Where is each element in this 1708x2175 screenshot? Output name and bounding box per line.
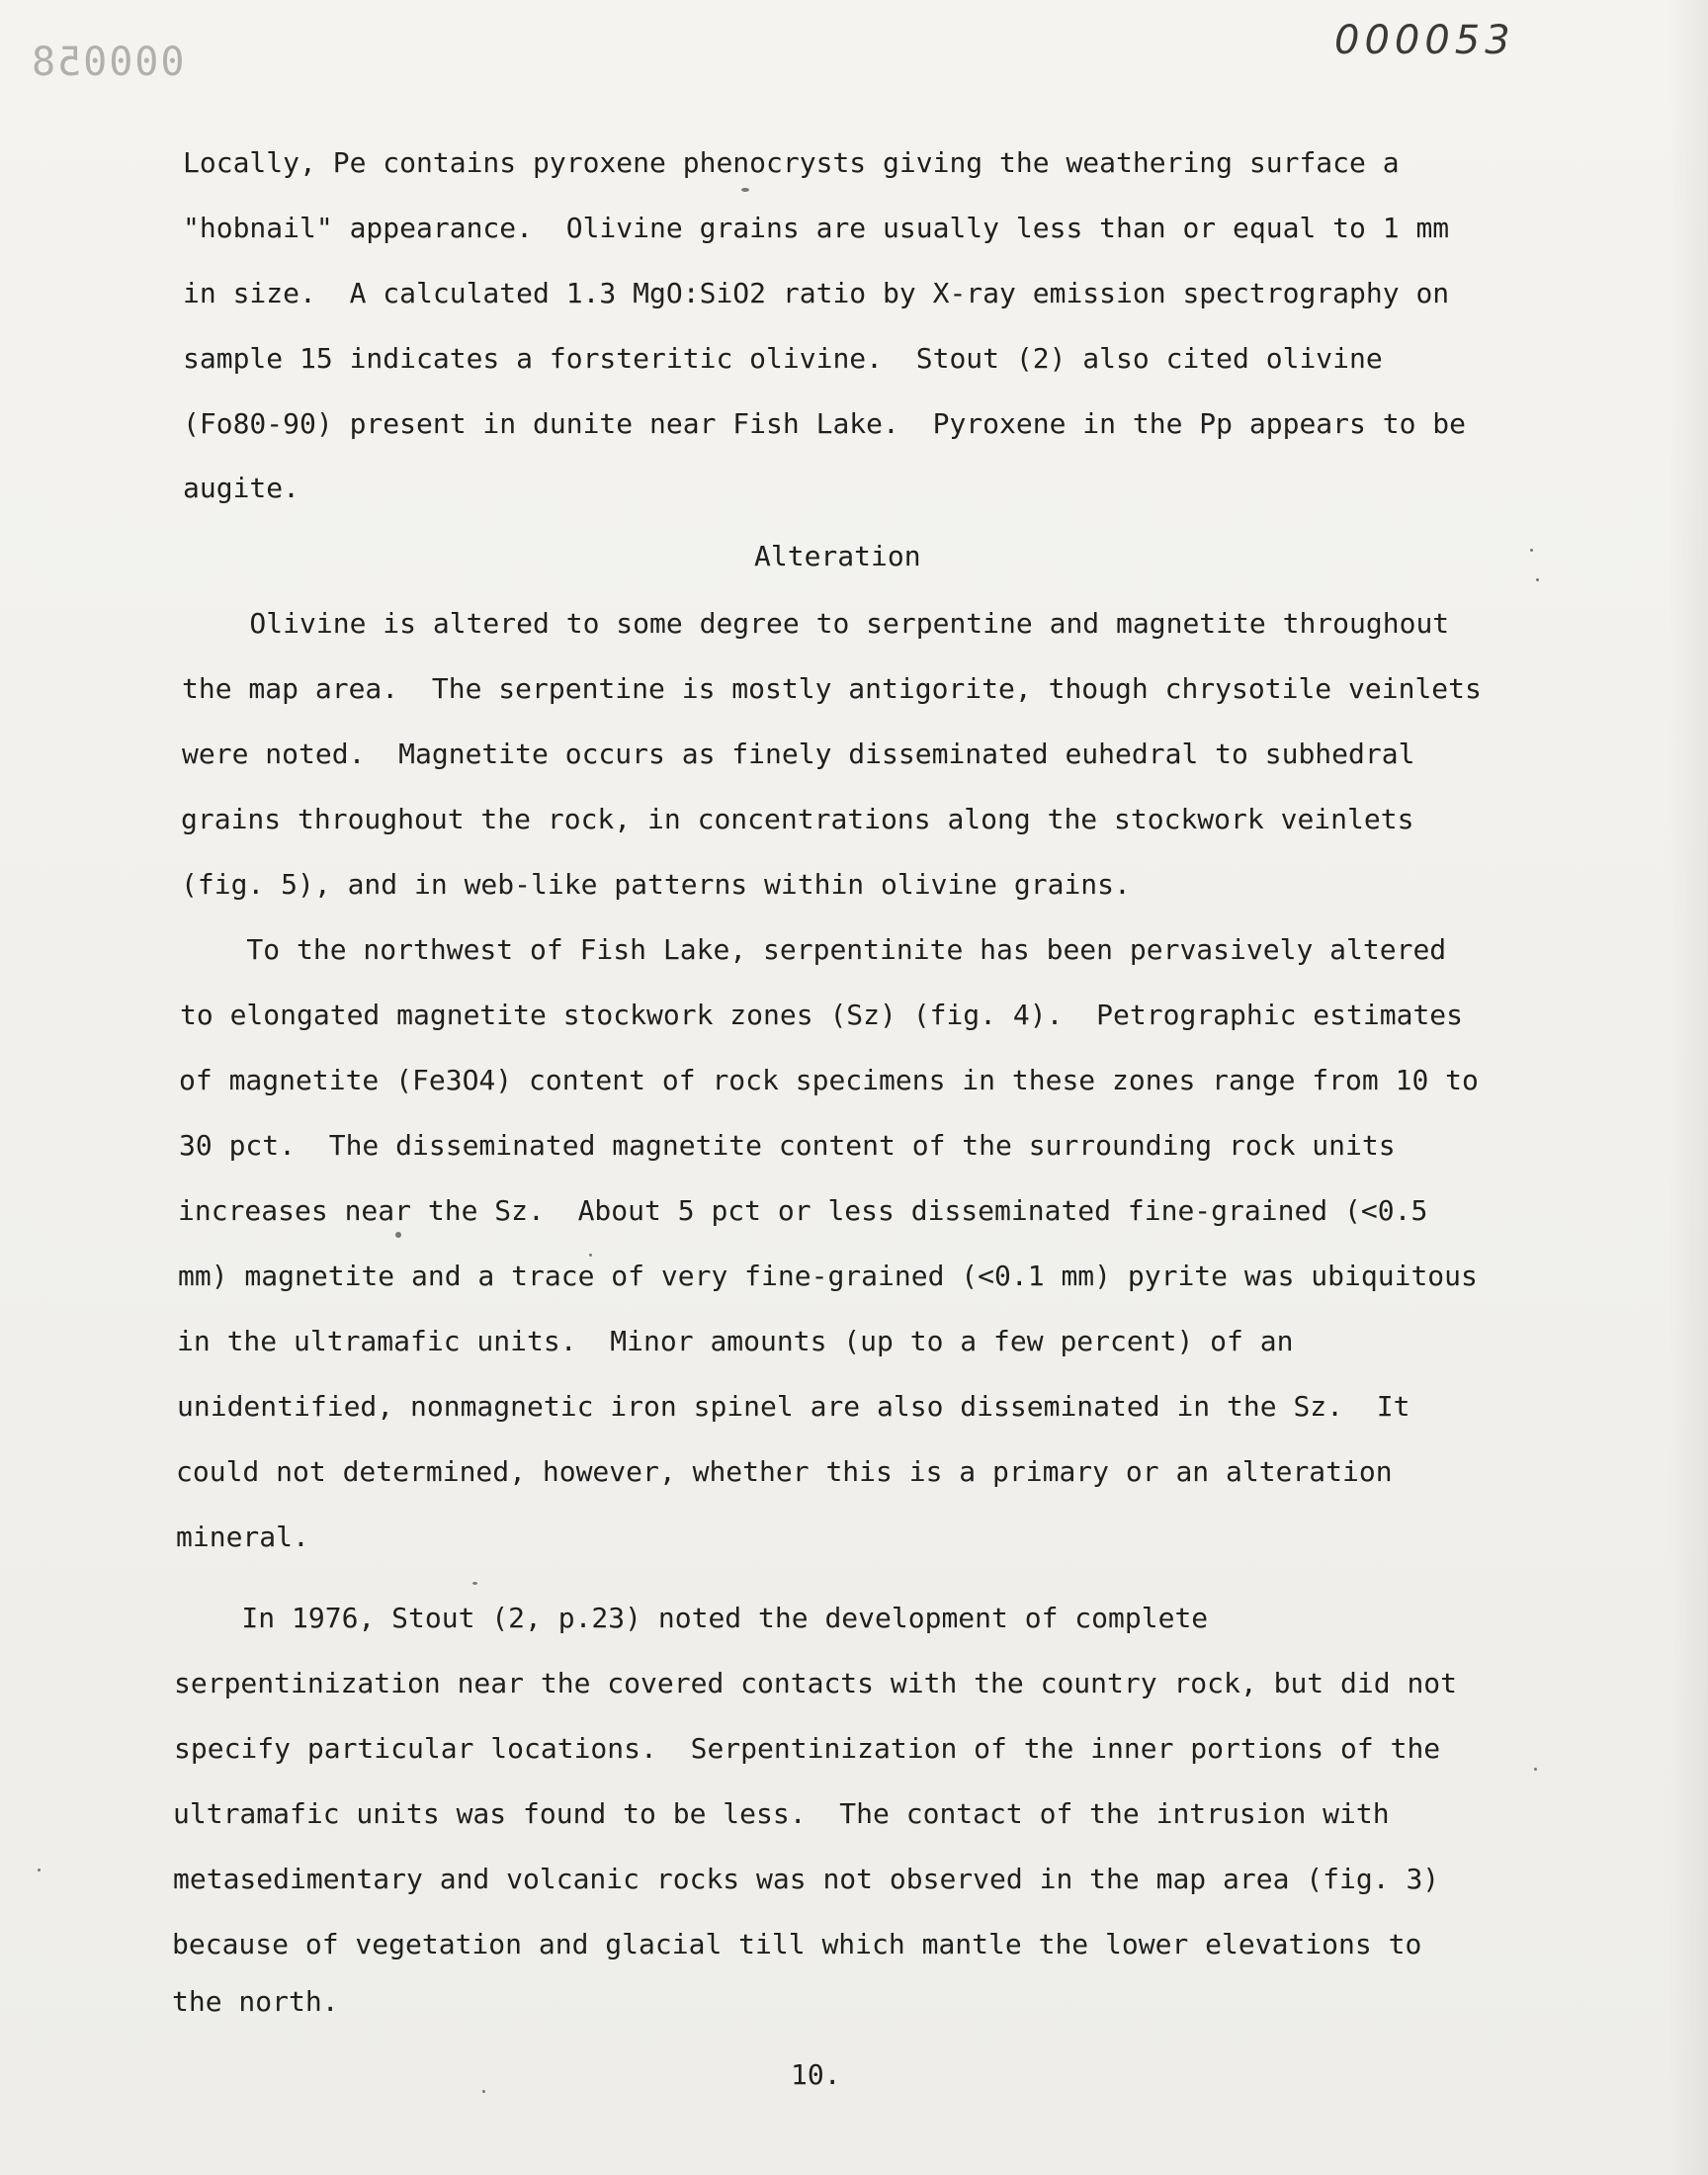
text-line: (fig. 5), and in web-like patterns within olivine grains.	[181, 868, 1131, 901]
text-line: in the ultramafic units. Minor amounts (up to a few percent) of an	[177, 1325, 1294, 1357]
scan-speck	[482, 2090, 485, 2093]
mirrored-stamp-number: 000058	[30, 40, 185, 85]
text-line: To the northwest of Fish Lake, serpentinite has been pervasively altered	[180, 933, 1447, 966]
text-line: "hobnail" appearance. Olivine grains are usually less than or equal to 1 mm	[183, 212, 1450, 244]
text-line: increases near the Sz. About 5 pct or less disseminated fine-grained (<0.5	[178, 1194, 1428, 1227]
text-line: Olivine is altered to some degree to serpentine and magnetite throughout	[183, 607, 1450, 640]
scan-speck	[472, 1582, 477, 1585]
text-line: the map area. The serpentine is mostly antigorite, though chrysotile veinlets	[182, 672, 1482, 705]
scan-speck	[1530, 549, 1533, 552]
scan-speck	[395, 1232, 401, 1238]
text-line: sample 15 indicates a forsteritic olivine. Stout (2) also cited olivine	[183, 342, 1383, 375]
text-line: augite.	[183, 472, 300, 504]
text-line: mm) magnetite and a trace of very fine-grained (<0.1 mm) pyrite was ubiquitous	[178, 1260, 1478, 1292]
text-line: of magnetite (Fe3O4) content of rock specimens in these zones range from 10 to	[179, 1064, 1479, 1096]
text-line: were noted. Magnetite occurs as finely disseminated euhedral to subhedral	[182, 738, 1415, 770]
scan-speck	[741, 188, 749, 192]
text-line: Locally, Pe contains pyroxene phenocrysts giving the weathering surface a	[183, 146, 1400, 179]
handwritten-page-id: 000053	[1334, 18, 1515, 63]
text-line: the north.	[172, 1985, 339, 2018]
text-line: (Fo80-90) present in dunite near Fish Lake. Pyroxene in the Pp appears to be	[183, 407, 1467, 440]
scan-speck	[1536, 578, 1539, 581]
text-line: ultramafic units was found to be less. The contact of the intrusion with	[173, 1797, 1390, 1830]
text-line: could not determined, however, whether this is a primary or an alteration	[176, 1455, 1393, 1488]
text-line: serpentinization near the covered contacts with the country rock, but did not	[174, 1667, 1458, 1699]
scan-speck	[589, 1254, 592, 1257]
text-line: specify particular locations. Serpentinization of the inner portions of the	[174, 1732, 1441, 1765]
page-number: 10.	[791, 2058, 841, 2091]
text-line: 30 pct. The disseminated magnetite content of the surrounding rock units	[179, 1129, 1396, 1162]
text-line: in size. A calculated 1.3 MgO:SiO2 ratio by X-ray emission spectrography on	[183, 277, 1450, 309]
text-line: unidentified, nonmagnetic iron spinel are also disseminated in the Sz. It	[177, 1390, 1410, 1423]
text-line: because of vegetation and glacial till which mantle the lower elevations to	[172, 1928, 1422, 1960]
text-line: mineral.	[176, 1521, 309, 1553]
text-line: In 1976, Stout (2, p.23) noted the development of complete	[175, 1602, 1209, 1634]
text-line: metasedimentary and volcanic rocks was not observed in the map area (fig. 3)	[173, 1863, 1440, 1895]
text-line: to elongated magnetite stockwork zones (Sz) (fig. 4). Petrographic estimates	[180, 999, 1464, 1031]
section-heading: Alteration	[754, 540, 921, 572]
scan-speck	[38, 1869, 41, 1871]
scan-speck	[1534, 1768, 1537, 1771]
text-line: grains throughout the rock, in concentrations along the stockwork veinlets	[181, 803, 1414, 835]
